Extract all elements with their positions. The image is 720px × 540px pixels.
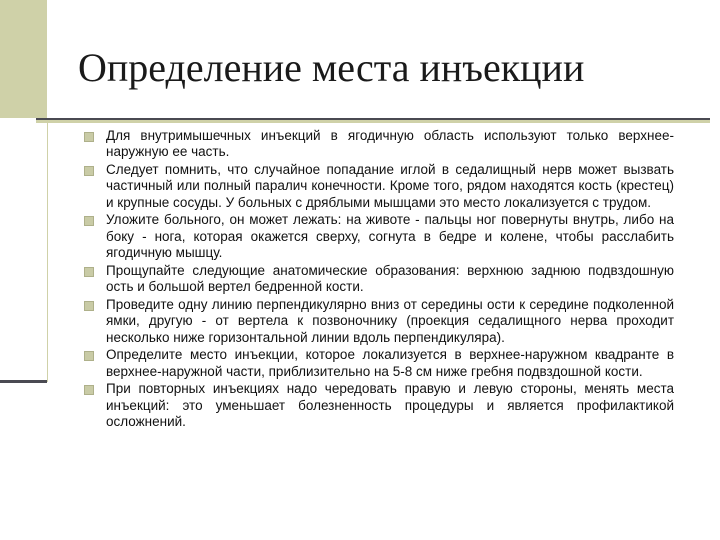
bullet-text: Прощупайте следующие анатомические образования: верхнюю заднюю подвздошную ость и большой вертел бедренной кости.	[106, 262, 674, 295]
bullet-text: Определите место инъекции, которое локализуется в верхнее-наружном квадранте в верхнее-наружной части, приблизительно на 5-8 см ниже гребня подвздошной кости.	[106, 347, 674, 379]
bullet-item	[84, 263, 674, 296]
bullet-item	[84, 381, 674, 430]
square-bullet-icon	[84, 301, 94, 311]
square-bullet-icon	[84, 132, 94, 142]
bullet-item	[84, 212, 674, 261]
bullet-text: Следует помнить, что случайное попадание иглой в седалищный нерв может вызвать частичный или полный паралич конечности. Кроме того, рядом находятся кость (крестец) и крупные сосуды. У больных с дряблыми мышцами это место локализуется с трудом.	[106, 162, 674, 210]
title-rule-light	[36, 120, 710, 123]
square-bullet-icon	[84, 216, 94, 226]
square-bullet-icon	[84, 385, 94, 395]
square-bullet-icon	[84, 267, 94, 277]
bullet-list	[84, 128, 674, 432]
slide-title: Определение места инъекции	[78, 45, 585, 90]
bullet-item	[84, 162, 674, 211]
square-bullet-icon	[84, 351, 94, 361]
decor-left-bar	[0, 0, 47, 118]
decor-left-divider	[0, 380, 47, 383]
bullet-text: Проведите одну линию перпендикулярно вниз от середины ости к середине подколенной ямки, другую - от вертела к позвоночнику (проекция седалищного нерва проходит несколько ниже горизонтальной линии вдоль перпендикуляра).	[106, 296, 674, 345]
decor-left-panel	[0, 118, 48, 382]
bullet-text: При повторных инъекциях надо чередовать правую и левую стороны, менять места инъекций: это уменьшает болезненность процедуры и является профилактикой осложнений.	[106, 381, 674, 430]
bullet-item	[84, 128, 674, 161]
bullet-item	[84, 297, 674, 346]
square-bullet-icon	[84, 166, 94, 176]
bullet-text: Для внутримышечных инъекций в ягодичную область используют только верхнее-наружную ее часть.	[106, 128, 674, 160]
bullet-text: Уложите больного, он может лежать: на животе - пальцы ног повернуты внутрь, либо на боку - нога, которая окажется сверху, согнута в бедре и колене, чтобы расслабить ягодичную мышцу.	[106, 212, 674, 261]
bullet-item	[84, 347, 674, 380]
